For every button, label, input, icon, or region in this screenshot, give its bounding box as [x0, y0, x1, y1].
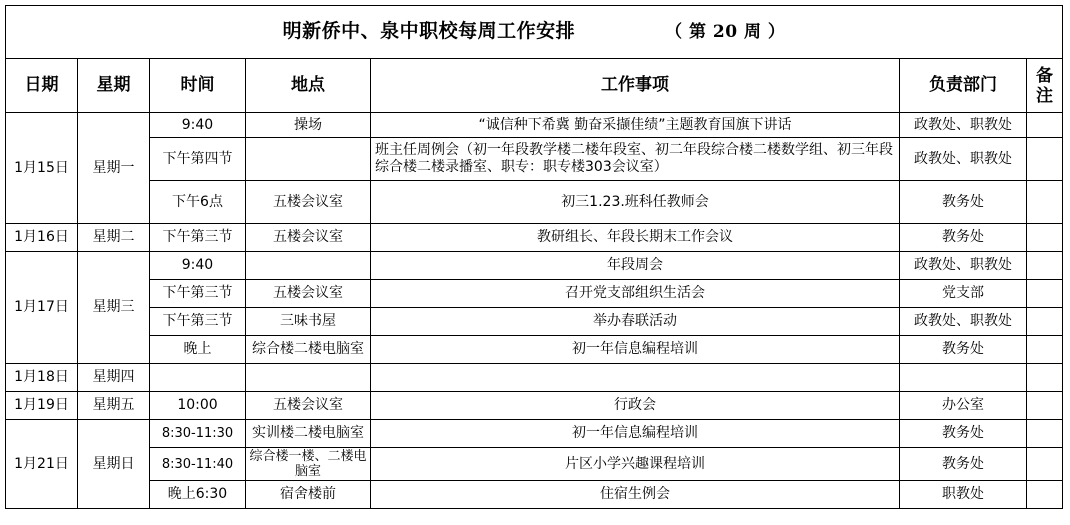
remark-cell	[1027, 224, 1063, 252]
remark-cell	[1027, 280, 1063, 308]
task-cell: 行政会	[371, 392, 900, 420]
title-cell	[6, 6, 1063, 59]
place-cell: 综合楼二楼电脑室	[246, 336, 371, 364]
task-cell: 初一年信息编程培训	[371, 420, 900, 448]
table-row	[6, 392, 1063, 420]
place-cell: 五楼会议室	[246, 181, 371, 224]
task-cell: 年段周会	[371, 252, 900, 280]
place-cell: 实训楼二楼电脑室	[246, 420, 371, 448]
remark-cell	[1027, 481, 1063, 509]
table-row	[6, 181, 1063, 224]
time-cell	[150, 364, 246, 392]
date-cell: 1月18日	[6, 364, 78, 392]
place-cell: 五楼会议室	[246, 224, 371, 252]
weekly-schedule-table	[5, 5, 1063, 509]
weekday-cell: 星期五	[78, 392, 150, 420]
remark-cell	[1027, 364, 1063, 392]
title-row	[6, 6, 1063, 59]
task-cell: 召开党支部组织生活会	[371, 280, 900, 308]
task-cell: 教研组长、年段长期末工作会议	[371, 224, 900, 252]
header-remark: 备注	[1027, 59, 1063, 113]
dept-cell: 教务处	[900, 224, 1027, 252]
place-cell: 操场	[246, 113, 371, 138]
date-cell: 1月21日	[6, 420, 78, 509]
remark-cell	[1027, 113, 1063, 138]
header-task: 工作事项	[371, 59, 900, 113]
week-label: （ 第 20 周 ）	[665, 22, 786, 42]
time-cell: 9:40	[150, 252, 246, 280]
task-cell: 片区小学兴趣课程培训	[371, 448, 900, 481]
dept-cell	[900, 364, 1027, 392]
table-row	[6, 224, 1063, 252]
table-row	[6, 336, 1063, 364]
time-cell: 8:30-11:40	[150, 448, 246, 481]
schedule-body	[6, 6, 1063, 509]
task-cell: 举办春联活动	[371, 308, 900, 336]
time-cell: 晚上6:30	[150, 481, 246, 509]
date-cell: 1月15日	[6, 113, 78, 224]
dept-cell: 党支部	[900, 280, 1027, 308]
task-cell: 初三1.23.班科任教师会	[371, 181, 900, 224]
weekday-cell: 星期一	[78, 113, 150, 224]
date-cell: 1月19日	[6, 392, 78, 420]
table-row	[6, 308, 1063, 336]
header-place: 地点	[246, 59, 371, 113]
table-row	[6, 113, 1063, 138]
header-time: 时间	[150, 59, 246, 113]
remark-cell	[1027, 138, 1063, 181]
header-dept: 负责部门	[900, 59, 1027, 113]
header-row	[6, 59, 1063, 113]
place-cell	[246, 364, 371, 392]
remark-cell	[1027, 420, 1063, 448]
remark-cell	[1027, 392, 1063, 420]
remark-cell	[1027, 336, 1063, 364]
header-date: 日期	[6, 59, 78, 113]
remark-cell	[1027, 448, 1063, 481]
place-cell: 三味书屋	[246, 308, 371, 336]
time-cell: 下午第三节	[150, 308, 246, 336]
place-cell: 宿舍楼前	[246, 481, 371, 509]
dept-cell: 办公室	[900, 392, 1027, 420]
header-weekday: 星期	[78, 59, 150, 113]
time-cell: 晚上	[150, 336, 246, 364]
place-cell: 五楼会议室	[246, 392, 371, 420]
dept-cell: 教务处	[900, 420, 1027, 448]
time-cell: 下午第四节	[150, 138, 246, 181]
place-cell	[246, 138, 371, 181]
dept-cell: 政教处、职教处	[900, 113, 1027, 138]
time-cell: 下午第三节	[150, 224, 246, 252]
table-row	[6, 138, 1063, 181]
task-cell	[371, 364, 900, 392]
table-row	[6, 420, 1063, 448]
dept-cell: 职教处	[900, 481, 1027, 509]
place-cell	[246, 252, 371, 280]
date-cell: 1月17日	[6, 252, 78, 364]
task-cell: 初一年信息编程培训	[371, 336, 900, 364]
time-cell: 下午第三节	[150, 280, 246, 308]
remark-cell	[1027, 252, 1063, 280]
dept-cell: 教务处	[900, 336, 1027, 364]
weekday-cell: 星期日	[78, 420, 150, 509]
dept-cell: 政教处、职教处	[900, 252, 1027, 280]
remark-cell	[1027, 308, 1063, 336]
table-row	[6, 364, 1063, 392]
time-cell: 下午6点	[150, 181, 246, 224]
table-row	[6, 252, 1063, 280]
task-cell: 班主任周例会（初一年段教学楼二楼年段室、初二年段综合楼二楼数学组、初三年段综合楼二楼录播室、职专：职专楼303会议室）	[371, 138, 900, 181]
dept-cell: 教务处	[900, 181, 1027, 224]
dept-cell: 政教处、职教处	[900, 138, 1027, 181]
task-cell: “诚信种下希冀 勤奋采撷佳绩”主题教育国旗下讲话	[371, 113, 900, 138]
remark-cell	[1027, 181, 1063, 224]
dept-cell: 教务处	[900, 448, 1027, 481]
time-cell: 9:40	[150, 113, 246, 138]
weekday-cell: 星期二	[78, 224, 150, 252]
dept-cell: 政教处、职教处	[900, 308, 1027, 336]
time-cell: 8:30-11:30	[150, 420, 246, 448]
page-title: 明新侨中、泉中职校每周工作安排	[282, 20, 576, 42]
table-row	[6, 280, 1063, 308]
place-cell: 五楼会议室	[246, 280, 371, 308]
table-row	[6, 448, 1063, 481]
table-row	[6, 481, 1063, 509]
task-cell: 住宿生例会	[371, 481, 900, 509]
time-cell: 10:00	[150, 392, 246, 420]
date-cell: 1月16日	[6, 224, 78, 252]
place-cell: 综合楼一楼、二楼电脑室	[246, 448, 371, 481]
weekday-cell: 星期四	[78, 364, 150, 392]
weekday-cell: 星期三	[78, 252, 150, 364]
